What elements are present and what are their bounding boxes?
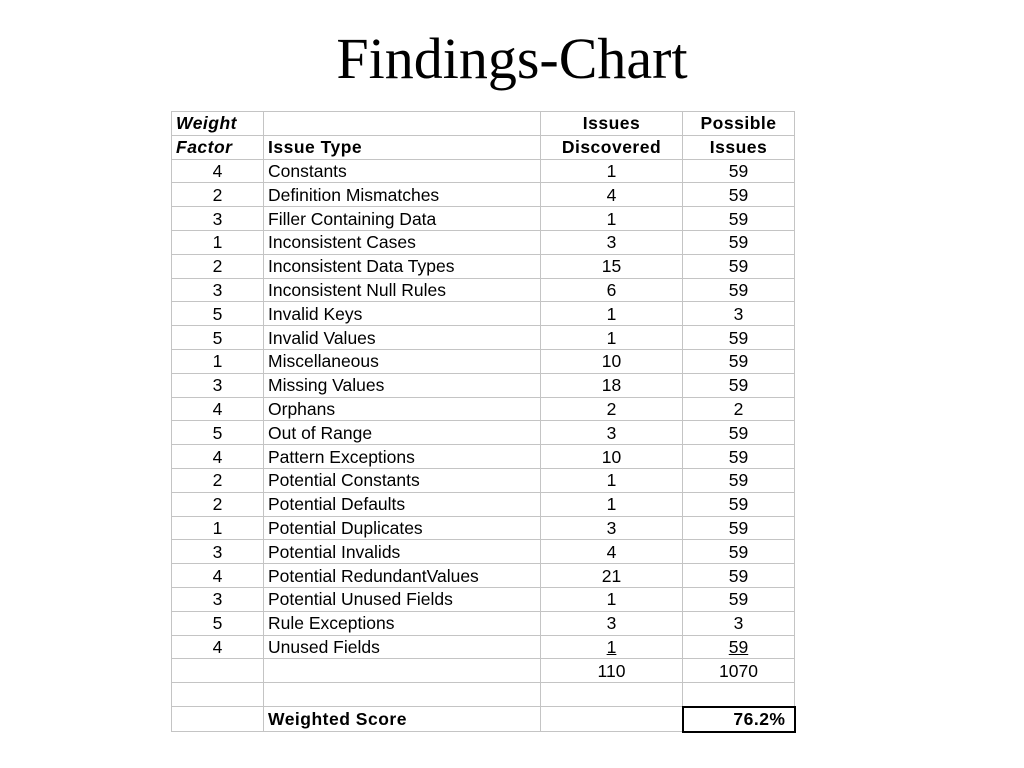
- possible-cell: 59: [683, 516, 795, 540]
- issue-type-cell: Invalid Values: [264, 326, 541, 350]
- issue-type-cell: Rule Exceptions: [264, 611, 541, 635]
- weight-cell: 2: [172, 492, 264, 516]
- possible-cell: 59: [683, 349, 795, 373]
- possible-cell: [683, 635, 795, 659]
- discovered-cell: 1: [541, 159, 683, 183]
- possible-cell: 3: [683, 611, 795, 635]
- possible-cell: 59: [683, 207, 795, 231]
- possible-cell: 59: [683, 492, 795, 516]
- table-row: [172, 302, 795, 326]
- weight-cell: 2: [172, 254, 264, 278]
- table-row: [172, 183, 795, 207]
- issue-type-cell: Out of Range: [264, 421, 541, 445]
- issue-type-cell: Constants: [264, 159, 541, 183]
- possible-header-bottom: Issues: [683, 135, 795, 159]
- table-row: [172, 373, 795, 397]
- score-row: [172, 707, 795, 732]
- weight-cell: 4: [172, 635, 264, 659]
- discovered-header-bottom: Discovered: [541, 135, 683, 159]
- weight-cell: 5: [172, 611, 264, 635]
- possible-cell: 59: [683, 254, 795, 278]
- table-row: [172, 207, 795, 231]
- possible-cell: 59: [683, 421, 795, 445]
- issue-type-cell: Potential Defaults: [264, 492, 541, 516]
- issue-type-cell: Potential RedundantValues: [264, 564, 541, 588]
- table-row: [172, 540, 795, 564]
- discovered-cell: 21: [541, 564, 683, 588]
- discovered-cell: 1: [541, 587, 683, 611]
- possible-cell: 59: [683, 159, 795, 183]
- weight-cell: 4: [172, 445, 264, 469]
- discovered-cell: 1: [541, 492, 683, 516]
- table-row: [172, 516, 795, 540]
- type-header: Issue Type: [264, 135, 541, 159]
- table-row: [172, 159, 795, 183]
- issue-type-cell: Miscellaneous: [264, 349, 541, 373]
- issue-type-cell: Missing Values: [264, 373, 541, 397]
- possible-cell: 59: [683, 326, 795, 350]
- possible-cell: 59: [683, 540, 795, 564]
- weighted-score-value: 76.2%: [683, 707, 795, 732]
- discovered-value: 1: [606, 636, 617, 657]
- table-row: [172, 421, 795, 445]
- weight-cell: 2: [172, 183, 264, 207]
- discovered-cell: 3: [541, 611, 683, 635]
- discovered-cell: 15: [541, 254, 683, 278]
- weight-cell: 3: [172, 587, 264, 611]
- possible-cell: 59: [683, 230, 795, 254]
- blank-cell: [172, 683, 264, 707]
- weight-header-bottom: Factor: [172, 135, 264, 159]
- blank-cell: [264, 683, 541, 707]
- issue-type-cell: Invalid Keys: [264, 302, 541, 326]
- issue-type-cell: Potential Unused Fields: [264, 587, 541, 611]
- weight-cell: 5: [172, 326, 264, 350]
- possible-cell: 59: [683, 278, 795, 302]
- weight-cell: 1: [172, 349, 264, 373]
- score-weight-empty: [172, 707, 264, 732]
- weight-cell: 4: [172, 397, 264, 421]
- weight-cell: 1: [172, 516, 264, 540]
- issue-type-cell: Inconsistent Data Types: [264, 254, 541, 278]
- possible-cell: 59: [683, 183, 795, 207]
- issue-type-cell: Orphans: [264, 397, 541, 421]
- weight-cell: 1: [172, 230, 264, 254]
- discovered-cell: 1: [541, 302, 683, 326]
- issue-type-cell: Inconsistent Null Rules: [264, 278, 541, 302]
- table-row: [172, 468, 795, 492]
- table-row: [172, 635, 795, 659]
- type-header-top-empty: [264, 112, 541, 136]
- discovered-cell: 6: [541, 278, 683, 302]
- discovered-cell: 1: [541, 207, 683, 231]
- discovered-cell: [541, 635, 683, 659]
- discovered-cell: 4: [541, 540, 683, 564]
- score-discovered-empty: [541, 707, 683, 732]
- table-row: [172, 397, 795, 421]
- issue-type-cell: Filler Containing Data: [264, 207, 541, 231]
- weight-cell: 4: [172, 159, 264, 183]
- header-row-1: [172, 112, 795, 136]
- table-row: [172, 326, 795, 350]
- findings-table: [171, 111, 796, 733]
- issue-type-cell: Potential Invalids: [264, 540, 541, 564]
- discovered-cell: 1: [541, 326, 683, 350]
- totals-row: [172, 659, 795, 683]
- discovered-cell: 2: [541, 397, 683, 421]
- total-possible: 1070: [683, 659, 795, 683]
- issue-type-cell: Pattern Exceptions: [264, 445, 541, 469]
- issue-type-cell: Potential Constants: [264, 468, 541, 492]
- discovered-cell: 1: [541, 468, 683, 492]
- weight-cell: 2: [172, 468, 264, 492]
- blank-row: [172, 683, 795, 707]
- weight-cell: 4: [172, 564, 264, 588]
- findings-table-body: [172, 112, 795, 732]
- discovered-header-top: Issues: [541, 112, 683, 136]
- issue-type-cell: Definition Mismatches: [264, 183, 541, 207]
- possible-cell: 59: [683, 373, 795, 397]
- possible-cell: 2: [683, 397, 795, 421]
- table-row: [172, 230, 795, 254]
- discovered-cell: 10: [541, 349, 683, 373]
- table-row: [172, 349, 795, 373]
- weight-cell: 3: [172, 207, 264, 231]
- weight-cell: 3: [172, 373, 264, 397]
- header-row-2: [172, 135, 795, 159]
- table-row: [172, 278, 795, 302]
- possible-cell: 59: [683, 445, 795, 469]
- weighted-score-label: Weighted Score: [264, 707, 541, 732]
- weight-header-top: Weight: [172, 112, 264, 136]
- possible-cell: 59: [683, 587, 795, 611]
- discovered-cell: 18: [541, 373, 683, 397]
- weight-cell: 3: [172, 540, 264, 564]
- discovered-cell: 3: [541, 230, 683, 254]
- discovered-cell: 3: [541, 421, 683, 445]
- possible-header-top: Possible: [683, 112, 795, 136]
- weight-cell: 5: [172, 302, 264, 326]
- weight-cell: 3: [172, 278, 264, 302]
- possible-cell: 59: [683, 564, 795, 588]
- blank-cell: [541, 683, 683, 707]
- possible-cell: 59: [683, 468, 795, 492]
- issue-type-cell: Potential Duplicates: [264, 516, 541, 540]
- discovered-cell: 4: [541, 183, 683, 207]
- total-discovered: 110: [541, 659, 683, 683]
- totals-type-empty: [264, 659, 541, 683]
- discovered-cell: 3: [541, 516, 683, 540]
- table-row: [172, 587, 795, 611]
- table-row: [172, 611, 795, 635]
- table-row: [172, 564, 795, 588]
- table-row: [172, 492, 795, 516]
- page-title: Findings-Chart: [336, 26, 688, 91]
- issue-type-cell: Unused Fields: [264, 635, 541, 659]
- possible-value: 59: [728, 636, 749, 657]
- issue-type-cell: Inconsistent Cases: [264, 230, 541, 254]
- totals-weight-empty: [172, 659, 264, 683]
- weight-cell: 5: [172, 421, 264, 445]
- table-row: [172, 445, 795, 469]
- possible-cell: 3: [683, 302, 795, 326]
- blank-cell: [683, 683, 795, 707]
- discovered-cell: 10: [541, 445, 683, 469]
- table-row: [172, 254, 795, 278]
